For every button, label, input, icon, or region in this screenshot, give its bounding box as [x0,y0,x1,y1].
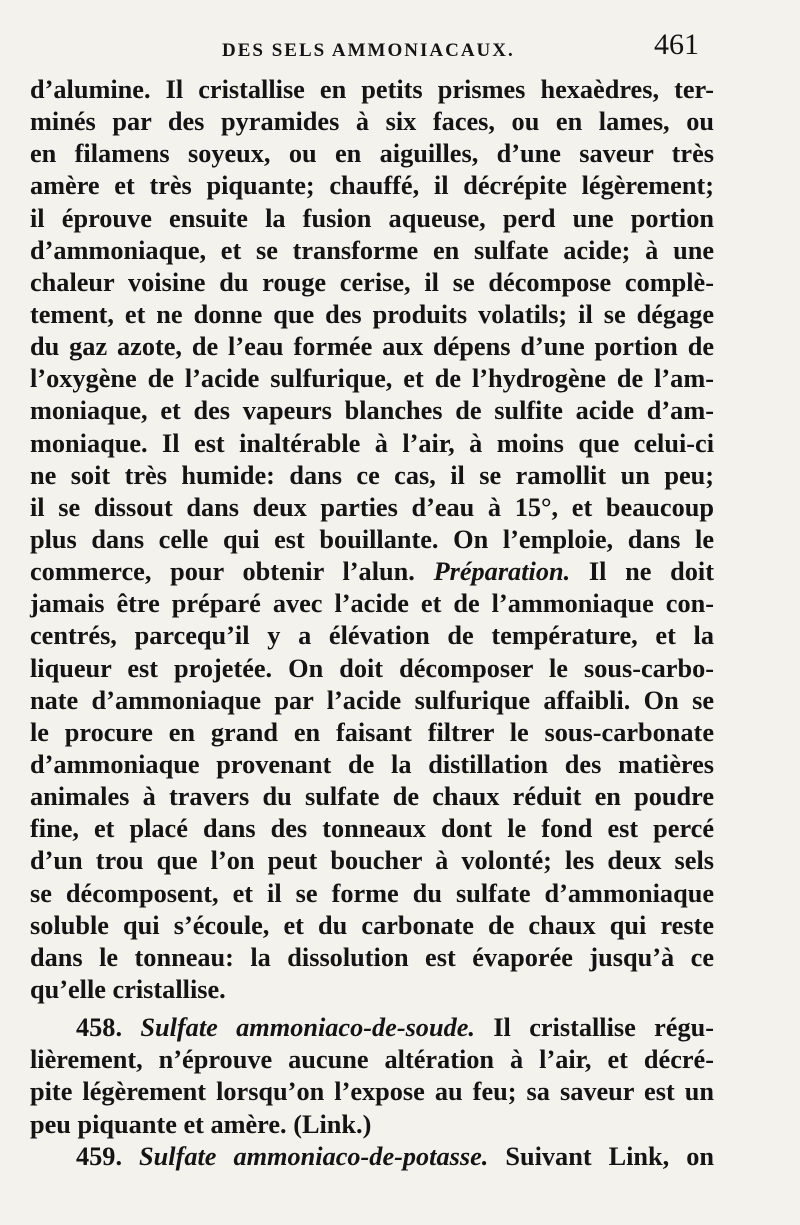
text-line: qu’elle cristallise. [30,974,226,1004]
text-line: centrés, parcequ’il y a élévation de température, et la [30,621,714,651]
text-line: il se dissout dans deux parties d’eau à 15°, et beaucoup [30,492,714,522]
text-line: d’ammoniaque, et se transforme en sulfate acide; à une [30,235,714,265]
text-line: amère et très piquante; chauffé, il décrépite légèrement; [30,171,714,201]
page-header [0,28,800,68]
text-line: ne soit très humide: dans ce cas, il se ramollit un peu; [30,460,714,490]
text-line: plus dans celle qui est bouillante. On l’emploie, dans le [30,524,714,554]
text-line: d’alumine. Il cristallise en petits prismes hexaèdres, ter- [30,75,714,104]
text-line: le procure en grand en faisant filtrer le sous-carbonate [30,717,714,747]
section-title: Sulfate ammoniaco-de-soude. [140,1013,475,1043]
text-line: pite légèrement lorsqu’on l’expose au feu; sa saveur est un [30,1077,714,1107]
text-line: dans le tonneau: la dissolution est évaporée jusqu’à ce [30,942,714,972]
text-line: liqueur est projetée. On doit décomposer le sous-carbo- [30,653,714,683]
text-line: moniaque. Il est inaltérable à l’air, à moins que celui-ci [30,428,714,458]
text-line: tement, et ne donne que des produits volatils; il se dégage [30,299,714,329]
text-line: fine, et placé dans des tonneaux dont le fond est percé [30,814,714,844]
text-line: chaleur voisine du rouge cerise, il se décompose complè- [30,267,714,297]
section-title: Sulfate ammoniaco-de-potasse. [139,1141,489,1171]
page-number: 461 [654,28,699,61]
body-text [30,74,714,1173]
text-line: jamais être préparé avec l’acide et de l’ammoniaque con- [30,589,714,619]
text-segment: Suivant Link, on [488,1141,715,1171]
text-line: lièrement, n’éprouve aucune altération à l’air, et décré- [30,1045,714,1075]
text-line: nate d’ammoniaque par l’acide sulfurique affaibli. On se [30,685,714,715]
text-line [30,556,714,588]
running-head: DES SELS AMMONIACAUX. [222,40,515,61]
text-line: animales à travers du sulfate de chaux réduit en poudre [30,782,714,812]
section-number: 458. [76,1013,141,1043]
section-458-heading-line [30,1012,714,1044]
text-line: du gaz azote, de l’eau formée aux dépens d’une portion de [30,332,714,362]
section-number: 459. [76,1141,140,1171]
text-segment: Il ne doit [570,557,714,587]
text-line: peu piquante et amère. (Link.) [30,1109,372,1139]
text-line: d’ammoniaque provenant de la distillation des matières [30,749,714,779]
text-line: minés par des pyramides à six faces, ou en lames, ou [30,107,714,137]
text-line: l’oxygène de l’acide sulfurique, et de l’hydrogène de l’am- [30,364,714,394]
section-459-heading-line [30,1141,714,1173]
text-line: il éprouve ensuite la fusion aqueuse, perd une portion [30,203,714,233]
text-line: soluble qui s’écoule, et du carbonate de chaux qui reste [30,910,714,940]
italic-heading-preparation: Préparation. [433,557,571,587]
text-segment: commerce, pour obtenir l’alun. [30,557,434,587]
text-line: moniaque, et des vapeurs blanches de sulfite acide d’am- [30,396,714,426]
text-segment: Il cristallise régu- [474,1013,715,1043]
text-line: se décomposent, et il se forme du sulfate d’ammoniaque [30,878,714,908]
text-line: en filamens soyeux, ou en aiguilles, d’une saveur très [30,139,714,169]
text-line: d’un trou que l’on peut boucher à volonté; les deux sels [30,846,714,876]
